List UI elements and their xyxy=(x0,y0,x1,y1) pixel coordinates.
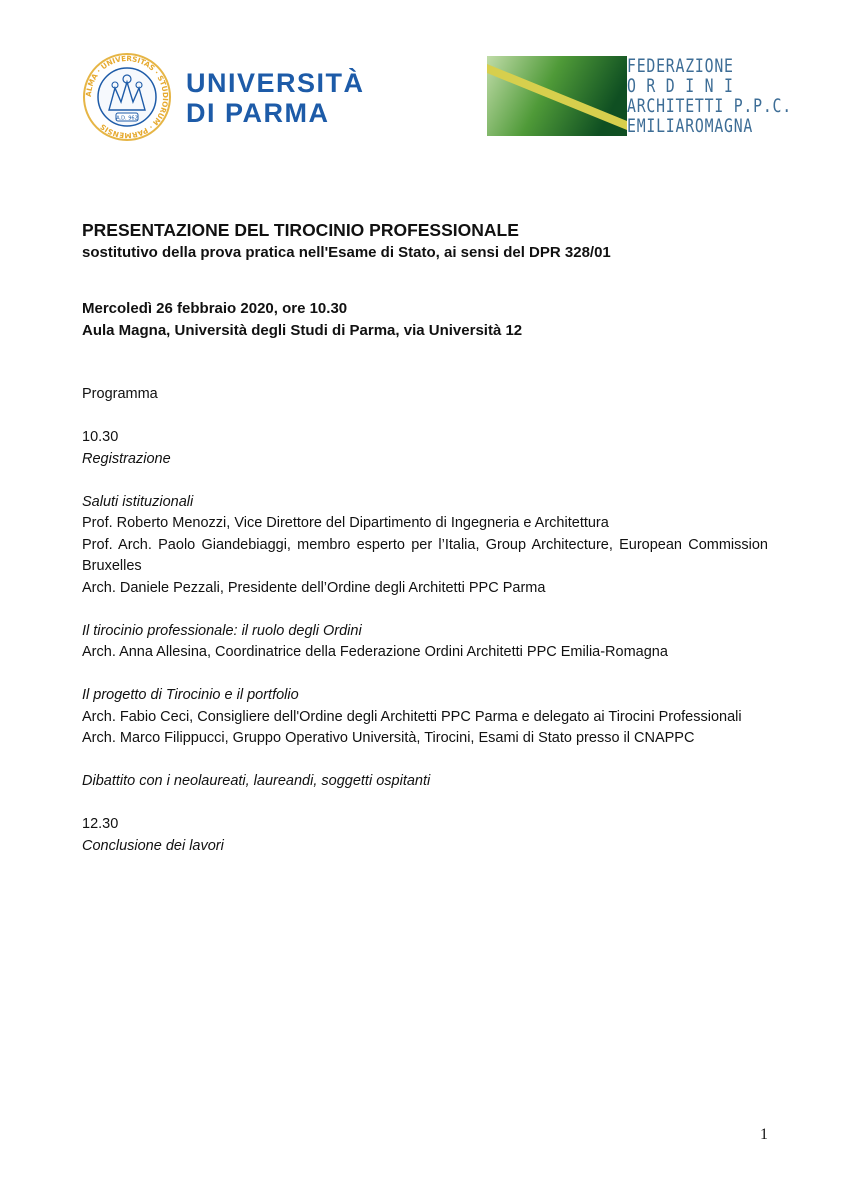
federation-logo xyxy=(487,55,792,138)
speaker: Arch. Fabio Ceci, Consigliere dell'Ordine degli Architetti PPC Parma e delegato ai Tirocini Professionali xyxy=(82,708,742,725)
session-orders xyxy=(82,621,768,664)
document-body xyxy=(82,218,768,879)
university-logo xyxy=(82,52,372,147)
session-title: Il tirocinio professionale: il ruolo degli Ordini xyxy=(82,622,362,639)
event-date: Mercoledì 26 febbraio 2020, ore 10.30 xyxy=(82,300,348,317)
page-subtitle: sostitutivo della prova pratica nell'Esame di Stato, ai sensi del DPR 328/01 xyxy=(82,244,611,261)
end-time: 12.30 xyxy=(82,816,119,832)
session-portfolio xyxy=(82,685,768,750)
page-title: PRESENTAZIONE DEL TIROCINIO PROFESSIONALE xyxy=(82,220,519,240)
university-seal-icon xyxy=(82,52,172,142)
registration-slot xyxy=(82,427,768,470)
registration-label: Registrazione xyxy=(82,450,171,467)
session-title: Il progetto di Tirocinio e il portfolio xyxy=(82,687,299,703)
federation-name: FEDERAZIONE O R D I N I ARCHITETTI P.P.C. EMILIAROMAGNA xyxy=(627,55,792,137)
greetings-section xyxy=(82,492,768,600)
greetings-title: Saluti istituzionali xyxy=(82,493,194,510)
speaker: Arch. Daniele Pezzali, Presidente dell’Ordine degli Architetti PPC Parma xyxy=(82,579,546,596)
university-name: UNIVERSITÀ DI PARMA xyxy=(186,68,365,128)
speaker: Arch. Anna Allesina, Coordinatrice della Federazione Ordini Architetti PPC Emilia-Romagna xyxy=(82,644,668,660)
svg-text:A.D. 962: A.D. 962 xyxy=(116,115,138,122)
program-heading: Programma xyxy=(82,386,158,402)
conclusion-label: Conclusione dei lavori xyxy=(82,837,224,854)
speaker: Prof. Arch. Paolo Giandebiaggi, membro esperto per l’Italia, Group Architecture, European Commission Bruxelles xyxy=(82,536,768,574)
event-location: Aula Magna, Università degli Studi di Parma, via Università 12 xyxy=(82,322,523,339)
speaker: Arch. Marco Filippucci, Gruppo Operativo Università, Tirocini, Esami di Stato presso il CNAPPC xyxy=(82,730,695,746)
closing-slot xyxy=(82,814,768,857)
federation-band-icon xyxy=(487,56,627,136)
debate-label: Dibattito con i neolaureati, laureandi, soggetti ospitanti xyxy=(82,773,431,789)
event-details xyxy=(82,298,768,342)
start-time: 10.30 xyxy=(82,429,119,445)
page-number: 1 xyxy=(760,1126,768,1143)
svg-text:ALMA · UNIVERSITAS · STUDIORUM: ALMA · UNIVERSITAS · STUDIORUM · PARMENSIS xyxy=(83,53,171,141)
speaker: Prof. Roberto Menozzi, Vice Direttore del Dipartimento di Ingegneria e Architettura xyxy=(82,515,609,531)
